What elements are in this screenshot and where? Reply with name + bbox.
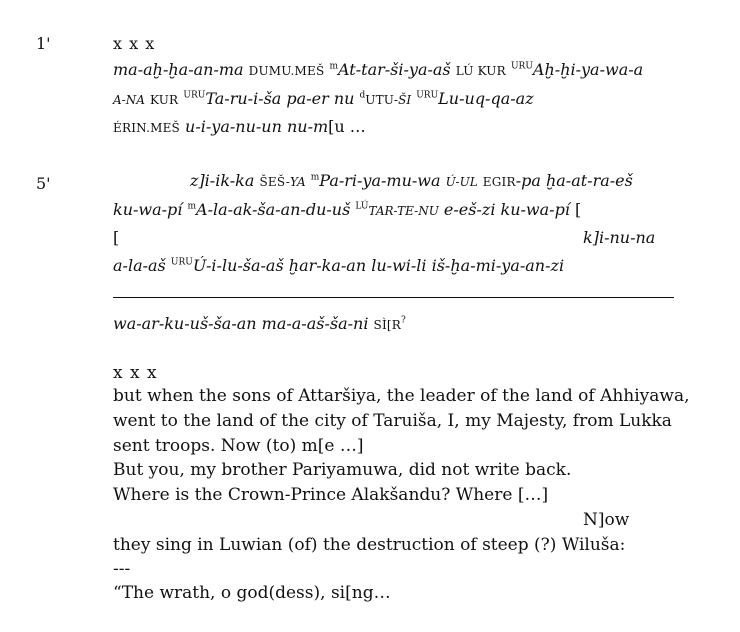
translit-line-9 [113, 314, 406, 335]
sumerogram: LÚ KUR [455, 64, 506, 78]
word: u-i-ya-nu-un nu-m [185, 117, 329, 136]
determinative: LÚ [355, 201, 369, 212]
determinative: d [359, 90, 366, 101]
translation-line-6: Where is the Crown-Prince Alakšandu? Where […] [113, 485, 549, 505]
break-bracket: [ [113, 228, 120, 247]
personal-name: A-la-ak-ša-an-du-uš [196, 200, 351, 219]
uncertain-mark: ? [401, 315, 406, 326]
line-number-1: 1' [36, 34, 51, 53]
sumerogram: DUMU.MEŠ [248, 64, 325, 78]
translit-line-3 [113, 89, 534, 110]
translit-line-7 [113, 228, 119, 248]
broken-signs: x x x [113, 34, 156, 53]
word: Ta-ru-i-ša pa-er nu [205, 89, 355, 108]
translation-line-7: N]ow [583, 510, 630, 530]
break-bracket: [u … [328, 117, 366, 136]
break-bracket: [ [575, 200, 582, 219]
translit-line-7-end [583, 228, 655, 248]
translit-line-6 [113, 200, 581, 221]
sumerogram: SÌ [373, 318, 387, 332]
akkadogram: A-NA [113, 93, 145, 107]
akkadogram: Ú-UL [445, 175, 478, 189]
translit-line-4 [113, 117, 366, 138]
word: ku-wa-pí [113, 200, 183, 219]
section-divider [113, 297, 674, 298]
word: -pa ḫa-at-ra-eš [515, 171, 633, 190]
translation-line-2: but when the sons of Attaršiya, the leader of the land of Ahhiyawa, [113, 386, 690, 406]
translit-line-1 [113, 34, 155, 54]
akkadogram: ŠI [398, 93, 412, 107]
place-name: Lu-uq-qa-az [438, 89, 534, 108]
word: a-la-aš [113, 256, 166, 275]
determinative: URU [183, 90, 206, 101]
translit-line-8 [113, 256, 564, 276]
translit-line-5 [190, 171, 633, 192]
determinative: m [187, 201, 197, 212]
determinative: URU [170, 257, 193, 268]
translation-line-10: “The wrath, o god(dess), si[ng… [113, 583, 391, 603]
sumerogram: [R [386, 318, 402, 332]
sumerogram: EGIR [482, 175, 516, 189]
determinative: URU [416, 90, 439, 101]
word: ma-aḫ-ḫa-an-ma [113, 60, 244, 79]
akkadogram: YA [289, 175, 306, 189]
determinative: URU [510, 61, 533, 72]
sumerogram: KUR [149, 93, 179, 107]
translation-line-3: went to the land of the city of Taruiša, I, my Majesty, from Lukka [113, 411, 672, 431]
translation-line-1: x x x [113, 363, 158, 383]
personal-name: At-tar-ši-ya-aš [338, 60, 451, 79]
determinative: m [310, 172, 320, 183]
translation-line-9: --- [113, 559, 131, 579]
translation-line-5: But you, my brother Pariyamuwa, did not write back. [113, 460, 572, 480]
sumerogram: ÉRIN.MEŠ [113, 121, 180, 135]
akkadogram: TAR-TE-NU [368, 204, 439, 218]
word: k [583, 228, 593, 247]
word: e-eš-zi ku-wa-pí [443, 200, 570, 219]
word: Ú-i-lu-ša-aš ḫar-ka-an lu-wi-li iš-ḫa-mi-ya-an-zi [192, 256, 565, 275]
line-number-5: 5' [36, 174, 51, 193]
word: ]i-ik-ka [198, 171, 255, 190]
determinative: m [329, 61, 339, 72]
translation-line-8: they sing in Luwian (of) the destruction of steep (?) Wiluša: [113, 535, 626, 555]
word: ]i-nu-na [592, 228, 656, 247]
sumerogram: UTU- [365, 93, 399, 107]
sumerogram: ŠEŠ- [259, 175, 290, 189]
translation-line-4: sent troops. Now (to) m[e …] [113, 436, 364, 456]
word: wa-ar-ku-uš-ša-an ma-a-aš-ša-ni [113, 314, 369, 333]
personal-name: Pa-ri-ya-mu-wa [319, 171, 441, 190]
word: z [190, 171, 199, 190]
place-name: Aḫ-ḫi-ya-wa-a [532, 60, 644, 79]
translit-line-2 [113, 60, 643, 81]
